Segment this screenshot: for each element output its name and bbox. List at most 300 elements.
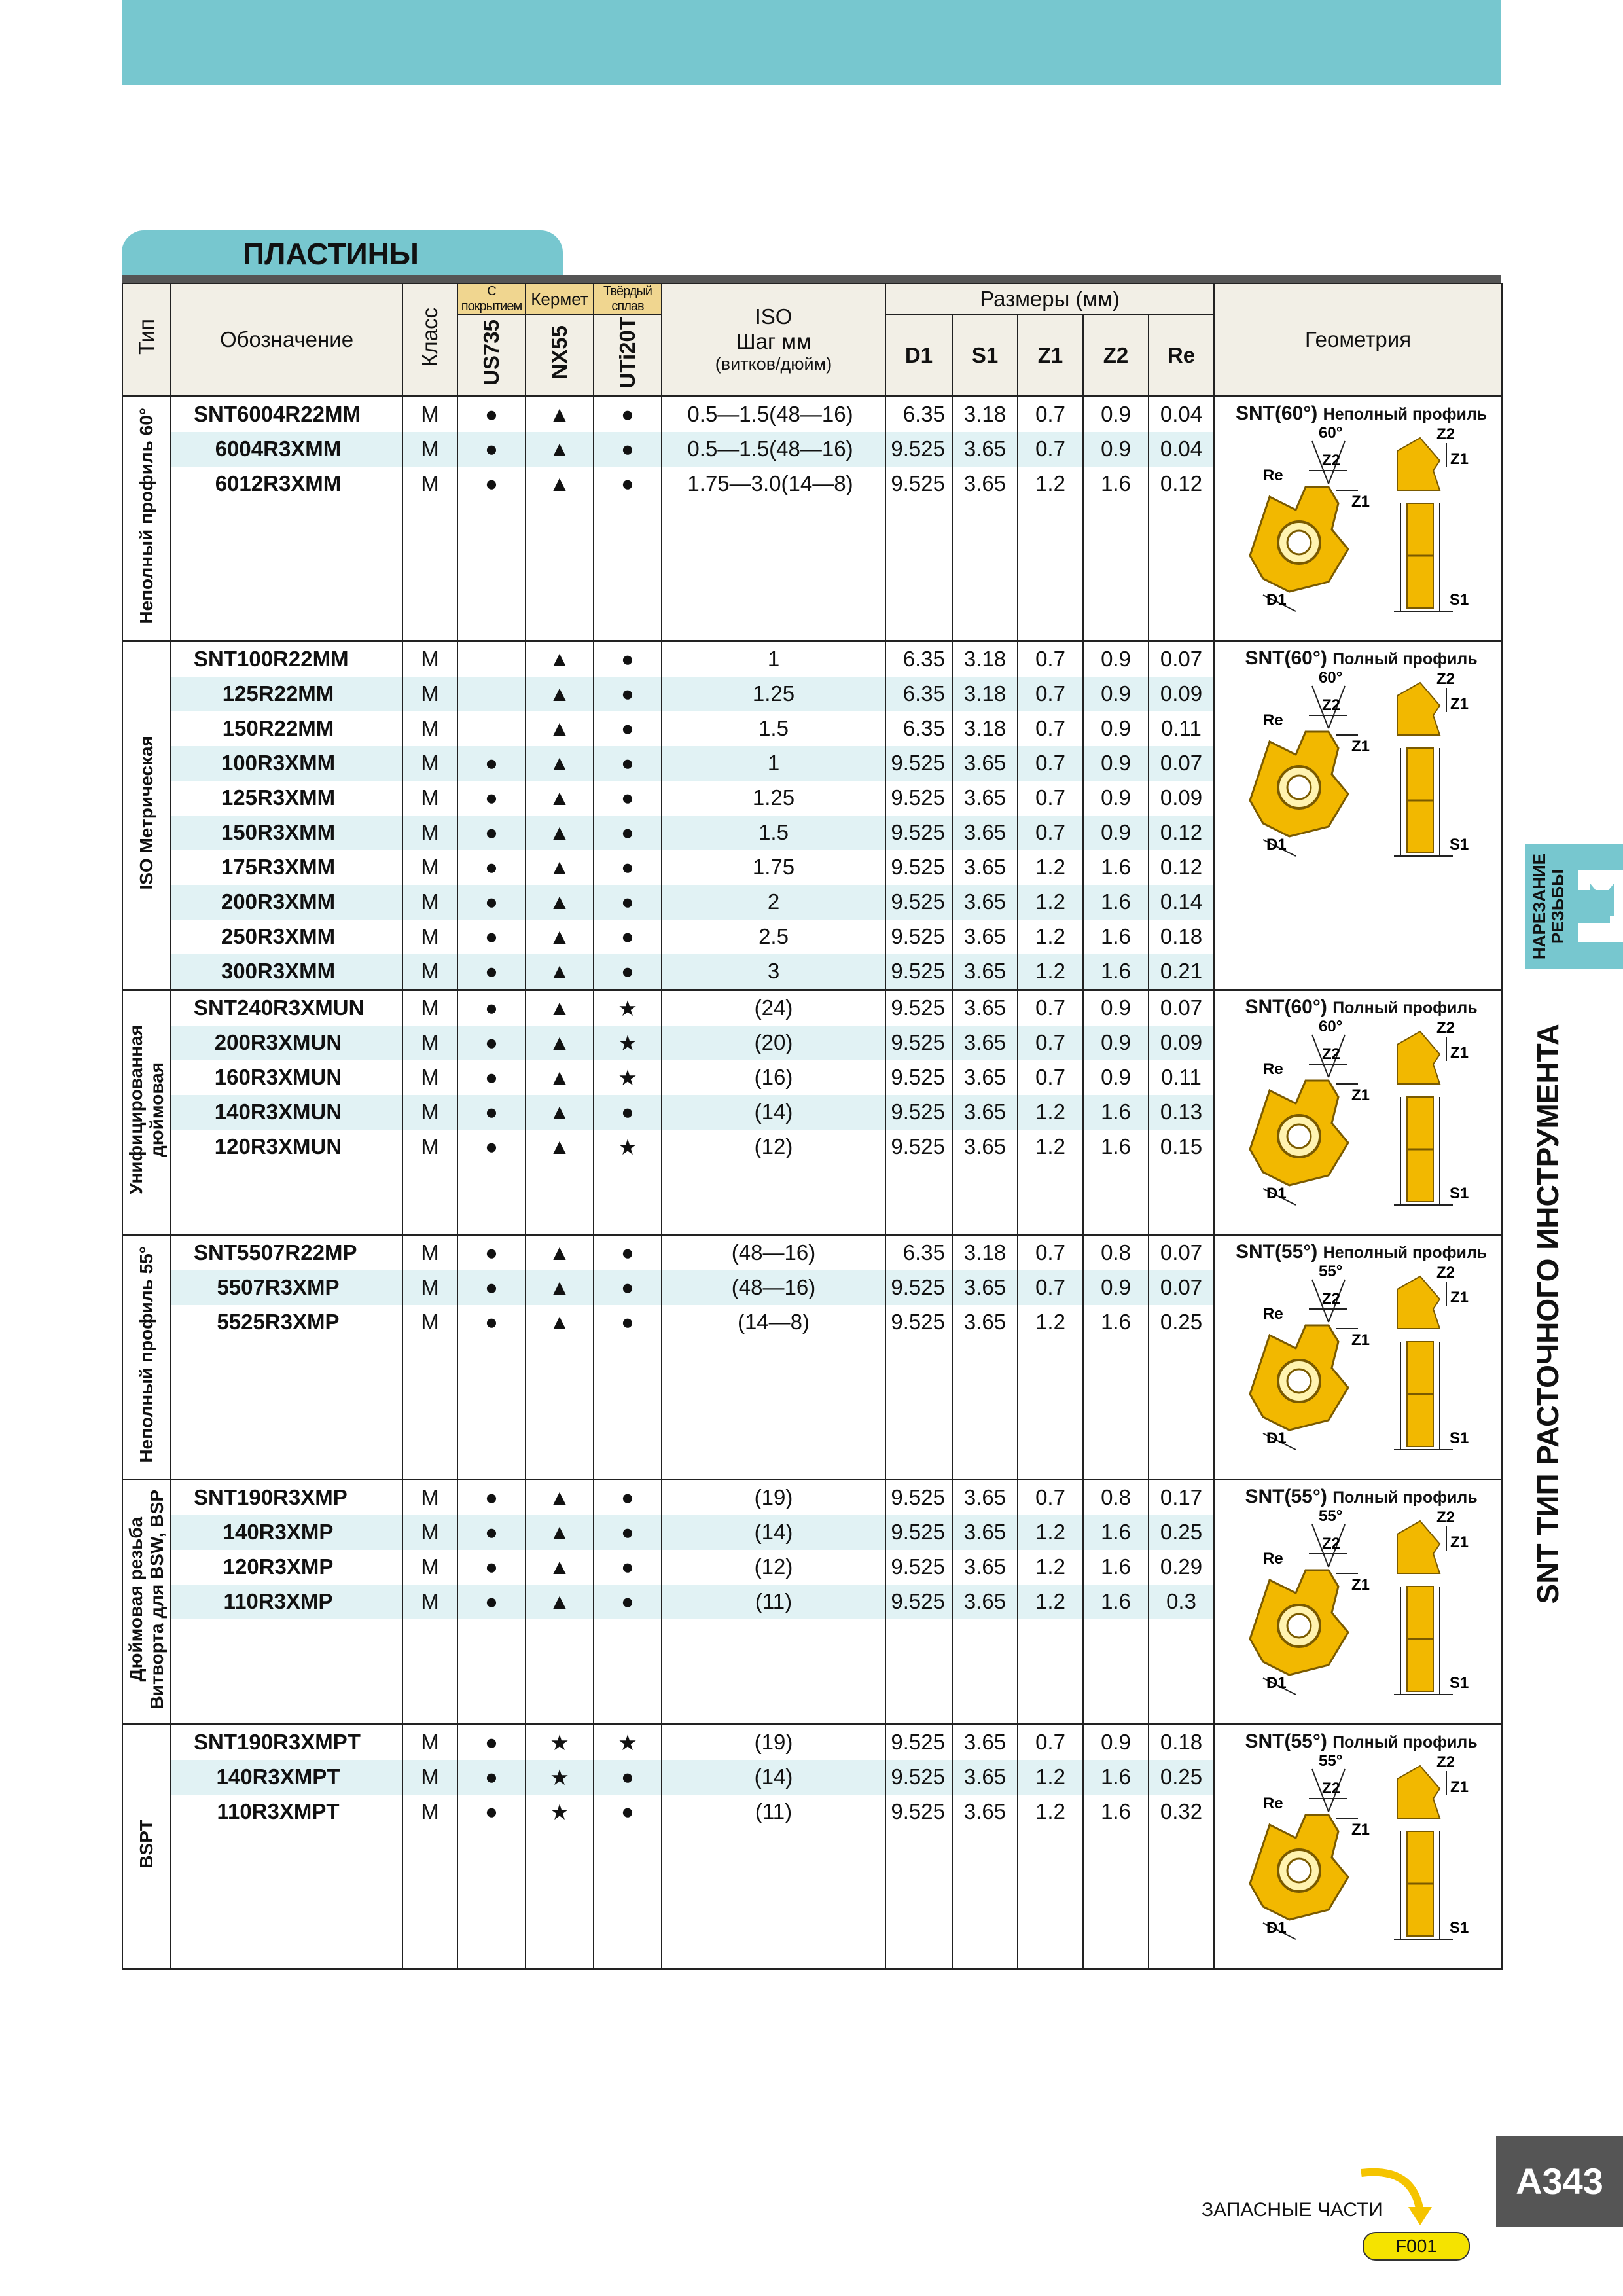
re-cell: 0.15 <box>1149 1130 1214 1164</box>
empty-cell <box>1083 1933 1149 1969</box>
svg-text:D1: D1 <box>1266 1429 1287 1447</box>
empty-cell <box>402 1654 457 1689</box>
grade-uti20t-cell: ● <box>594 1479 662 1515</box>
grade-uti20t-cell: ● <box>594 920 662 954</box>
iso-pitch-cell: 1.25 <box>662 677 885 711</box>
z2-cell: 0.9 <box>1083 1026 1149 1060</box>
grade-uti20t-cell: ● <box>594 396 662 432</box>
svg-text:Z1: Z1 <box>1450 1533 1469 1551</box>
z2-cell: 1.6 <box>1083 1760 1149 1795</box>
d1-cell: 9.525 <box>885 1795 952 1829</box>
empty-cell <box>457 501 526 536</box>
z1-cell: 0.7 <box>1018 746 1083 781</box>
grade-nx55-cell: ▲ <box>526 1515 594 1550</box>
empty-cell <box>594 1199 662 1235</box>
geometry-title: SNT(60°) Неполный профиль <box>1235 402 1488 424</box>
grade-uti20t-cell: ● <box>594 1585 662 1619</box>
empty-cell <box>402 1689 457 1725</box>
s1-cell: 3.65 <box>952 1550 1018 1585</box>
grade-nx55-cell: ▲ <box>526 1095 594 1130</box>
grade-nx55-cell: ▲ <box>526 990 594 1026</box>
re-cell: 0.17 <box>1149 1479 1214 1515</box>
empty-cell <box>952 1444 1018 1480</box>
s1-cell: 3.65 <box>952 1130 1018 1164</box>
empty-cell <box>1149 501 1214 536</box>
grade-uti20t-cell: ● <box>594 1550 662 1585</box>
z1-cell: 0.7 <box>1018 1026 1083 1060</box>
empty-cell <box>402 1409 457 1444</box>
z1-cell: 0.7 <box>1018 781 1083 816</box>
header-cermet: Кермет <box>526 283 594 315</box>
empty-cell <box>594 1829 662 1864</box>
empty-cell <box>1018 571 1083 605</box>
class-cell: M <box>402 1130 457 1164</box>
empty-cell <box>1149 1829 1214 1864</box>
empty-cell <box>1083 536 1149 571</box>
empty-cell <box>526 1654 594 1689</box>
empty-cell <box>457 1340 526 1374</box>
iso-pitch-cell: (16) <box>662 1060 885 1095</box>
empty-cell <box>1149 1689 1214 1725</box>
grade-uti20t-cell: ● <box>594 781 662 816</box>
empty-cell <box>1018 1864 1083 1899</box>
header-z2: Z2 <box>1083 315 1149 396</box>
svg-text:S1: S1 <box>1450 835 1469 853</box>
empty-cell <box>885 501 952 536</box>
empty-cell <box>526 605 594 641</box>
s1-cell: 3.18 <box>952 711 1018 746</box>
svg-text:Z2: Z2 <box>1322 1045 1341 1063</box>
s1-cell: 3.18 <box>952 641 1018 677</box>
insert-code: 6004R3XMM <box>171 432 402 467</box>
svg-text:Z1: Z1 <box>1450 450 1469 468</box>
grade-uti20t-cell: ● <box>594 954 662 990</box>
grade-nx55-cell: ★ <box>526 1760 594 1795</box>
empty-cell <box>662 1619 885 1654</box>
insert-code: 120R3XMP <box>171 1550 402 1585</box>
empty-cell <box>457 605 526 641</box>
svg-text:Z2: Z2 <box>1436 1018 1455 1037</box>
z2-cell: 0.9 <box>1083 816 1149 850</box>
grade-uti20t-cell: ★ <box>594 1724 662 1760</box>
iso-pitch-cell: 1.5 <box>662 711 885 746</box>
re-cell: 0.12 <box>1149 816 1214 850</box>
grade-nx55-cell: ▲ <box>526 781 594 816</box>
empty-cell <box>662 1829 885 1864</box>
empty-cell <box>171 501 402 536</box>
class-cell: M <box>402 954 457 990</box>
svg-text:Z2: Z2 <box>1436 670 1455 688</box>
d1-cell: 9.525 <box>885 1095 952 1130</box>
empty-cell <box>662 1199 885 1235</box>
empty-cell <box>1149 1933 1214 1969</box>
empty-cell <box>402 1829 457 1864</box>
empty-cell <box>1083 1654 1149 1689</box>
iso-pitch-cell: 1.25 <box>662 781 885 816</box>
insert-geometry-diagram <box>1224 1753 1499 1949</box>
empty-cell <box>952 1164 1018 1199</box>
empty-cell <box>526 1340 594 1374</box>
empty-cell <box>885 1340 952 1374</box>
svg-text:Z2: Z2 <box>1436 1753 1455 1771</box>
grade-uti20t-cell: ● <box>594 432 662 467</box>
svg-text:Z1: Z1 <box>1450 1778 1469 1796</box>
s1-cell: 3.65 <box>952 954 1018 990</box>
empty-cell <box>526 501 594 536</box>
class-cell: M <box>402 1724 457 1760</box>
empty-cell <box>526 1864 594 1899</box>
s1-cell: 3.65 <box>952 885 1018 920</box>
empty-cell <box>594 1374 662 1409</box>
z1-cell: 1.2 <box>1018 1550 1083 1585</box>
grade-us735-cell: ● <box>457 850 526 885</box>
svg-text:D1: D1 <box>1266 1674 1287 1692</box>
header-rule <box>122 275 1501 283</box>
footer-ref-link[interactable]: F001 <box>1363 2232 1470 2261</box>
empty-cell <box>594 1689 662 1725</box>
table-row <box>122 1479 1502 1515</box>
empty-cell <box>952 536 1018 571</box>
empty-cell <box>952 605 1018 641</box>
class-cell: M <box>402 641 457 677</box>
empty-cell <box>1018 1374 1083 1409</box>
empty-cell <box>885 1864 952 1899</box>
re-cell: 0.11 <box>1149 1060 1214 1095</box>
empty-cell <box>171 1654 402 1689</box>
grade-nx55-cell: ▲ <box>526 1550 594 1585</box>
insert-code: 6012R3XMM <box>171 467 402 501</box>
d1-cell: 6.35 <box>885 641 952 677</box>
grade-uti20t-cell: ● <box>594 711 662 746</box>
empty-cell <box>526 1444 594 1480</box>
geometry-cell <box>1214 1724 1502 1969</box>
empty-cell <box>457 1933 526 1969</box>
d1-cell: 9.525 <box>885 1724 952 1760</box>
class-cell: M <box>402 1479 457 1515</box>
empty-cell <box>885 536 952 571</box>
empty-cell <box>402 1340 457 1374</box>
geometry-cell <box>1214 990 1502 1234</box>
insert-code: 125R22MM <box>171 677 402 711</box>
svg-text:Z1: Z1 <box>1351 737 1370 755</box>
empty-cell <box>952 1374 1018 1409</box>
z1-cell: 1.2 <box>1018 885 1083 920</box>
geometry-title: SNT(55°) Неполный профиль <box>1235 1240 1488 1263</box>
svg-text:Z1: Z1 <box>1450 1043 1469 1062</box>
header-coated: С покрытием <box>457 283 526 315</box>
grade-us735-cell <box>457 677 526 711</box>
table-row <box>122 396 1502 432</box>
insert-code: SNT240R3XMUN <box>171 990 402 1026</box>
empty-cell <box>1083 1374 1149 1409</box>
empty-cell <box>171 1164 402 1199</box>
empty-cell <box>402 501 457 536</box>
s1-cell: 3.65 <box>952 920 1018 954</box>
empty-cell <box>457 1619 526 1654</box>
z1-cell: 0.7 <box>1018 1270 1083 1305</box>
type-cell: Неполный профиль 60° <box>122 396 171 641</box>
svg-text:S1: S1 <box>1450 1918 1469 1937</box>
empty-cell <box>1083 1899 1149 1933</box>
d1-cell: 9.525 <box>885 467 952 501</box>
d1-cell: 9.525 <box>885 954 952 990</box>
grade-nx55-cell: ▲ <box>526 954 594 990</box>
empty-cell <box>1149 1164 1214 1199</box>
z1-cell: 0.7 <box>1018 1724 1083 1760</box>
z1-cell: 0.7 <box>1018 396 1083 432</box>
s1-cell: 3.18 <box>952 677 1018 711</box>
d1-cell: 9.525 <box>885 746 952 781</box>
d1-cell: 9.525 <box>885 885 952 920</box>
empty-cell <box>1018 1654 1083 1689</box>
empty-cell <box>526 1933 594 1969</box>
empty-cell <box>457 1689 526 1725</box>
iso-pitch-cell: (19) <box>662 1724 885 1760</box>
empty-cell <box>1083 1199 1149 1235</box>
d1-cell: 9.525 <box>885 1270 952 1305</box>
empty-cell <box>594 1654 662 1689</box>
insert-geometry-diagram <box>1224 670 1499 866</box>
grade-uti20t-cell: ● <box>594 885 662 920</box>
empty-cell <box>457 1864 526 1899</box>
z2-cell: 0.9 <box>1083 677 1149 711</box>
empty-cell <box>662 1340 885 1374</box>
svg-text:Z2: Z2 <box>1436 1508 1455 1526</box>
grade-us735-cell: ● <box>457 1585 526 1619</box>
z1-cell: 1.2 <box>1018 920 1083 954</box>
z1-cell: 0.7 <box>1018 1479 1083 1515</box>
s1-cell: 3.65 <box>952 1760 1018 1795</box>
s1-cell: 3.65 <box>952 467 1018 501</box>
d1-cell: 9.525 <box>885 1550 952 1585</box>
re-cell: 0.3 <box>1149 1585 1214 1619</box>
header-d1: D1 <box>885 315 952 396</box>
empty-cell <box>402 1619 457 1654</box>
re-cell: 0.07 <box>1149 641 1214 677</box>
grade-us735-cell: ● <box>457 1305 526 1340</box>
empty-cell <box>952 1199 1018 1235</box>
empty-cell <box>885 1409 952 1444</box>
z2-cell: 1.6 <box>1083 1795 1149 1829</box>
s1-cell: 3.65 <box>952 816 1018 850</box>
grade-uti20t-cell: ● <box>594 641 662 677</box>
empty-cell <box>952 1933 1018 1969</box>
z2-cell: 0.9 <box>1083 432 1149 467</box>
iso-pitch-cell: 0.5—1.5(48—16) <box>662 396 885 432</box>
svg-text:S1: S1 <box>1450 1429 1469 1447</box>
class-cell: M <box>402 885 457 920</box>
iso-pitch-cell: 1 <box>662 641 885 677</box>
z2-cell: 1.6 <box>1083 467 1149 501</box>
grade-nx55-cell: ▲ <box>526 1234 594 1270</box>
empty-cell <box>1083 571 1149 605</box>
empty-cell <box>526 536 594 571</box>
svg-text:S1: S1 <box>1450 1184 1469 1202</box>
empty-cell <box>594 1164 662 1199</box>
class-cell: M <box>402 1550 457 1585</box>
empty-cell <box>952 1689 1018 1725</box>
empty-cell <box>171 1374 402 1409</box>
grade-us735-cell: ● <box>457 954 526 990</box>
insert-geometry-diagram <box>1224 425 1499 621</box>
grade-us735-cell: ● <box>457 1724 526 1760</box>
class-cell: M <box>402 1270 457 1305</box>
empty-cell <box>457 1164 526 1199</box>
grade-uti20t-cell: ● <box>594 1234 662 1270</box>
side-title: SNT ТИП РАСТОЧНОГО ИНСТРУМЕНТА <box>1531 1023 1565 1604</box>
empty-cell <box>457 1199 526 1235</box>
empty-cell <box>402 536 457 571</box>
svg-text:Z1: Z1 <box>1351 1086 1370 1104</box>
z2-cell: 1.6 <box>1083 1095 1149 1130</box>
empty-cell <box>526 1199 594 1235</box>
empty-cell <box>885 1689 952 1725</box>
svg-text:S1: S1 <box>1450 590 1469 609</box>
svg-text:55°: 55° <box>1319 1752 1343 1770</box>
empty-cell <box>662 1374 885 1409</box>
d1-cell: 9.525 <box>885 1585 952 1619</box>
geometry-title: SNT(55°) Полный профиль <box>1245 1730 1478 1752</box>
d1-cell: 9.525 <box>885 1760 952 1795</box>
empty-cell <box>526 1374 594 1409</box>
header-iso: ISO Шаг мм (витков/дюйм) <box>662 283 885 396</box>
header-geometry: Геометрия <box>1214 283 1502 396</box>
grade-uti20t-cell: ● <box>594 1760 662 1795</box>
class-cell: M <box>402 432 457 467</box>
d1-cell: 6.35 <box>885 1234 952 1270</box>
d1-cell: 9.525 <box>885 850 952 885</box>
empty-cell <box>1149 1899 1214 1933</box>
insert-code: 100R3XMM <box>171 746 402 781</box>
re-cell: 0.12 <box>1149 850 1214 885</box>
empty-cell <box>1149 1409 1214 1444</box>
grade-us735-cell: ● <box>457 1550 526 1585</box>
empty-cell <box>594 1933 662 1969</box>
grade-uti20t-cell: ● <box>594 1795 662 1829</box>
grade-nx55-cell: ▲ <box>526 850 594 885</box>
insert-code: SNT6004R22MM <box>171 396 402 432</box>
empty-cell <box>594 605 662 641</box>
empty-cell <box>457 1829 526 1864</box>
insert-code: 200R3XMUN <box>171 1026 402 1060</box>
insert-code: 160R3XMUN <box>171 1060 402 1095</box>
empty-cell <box>402 571 457 605</box>
svg-text:Re: Re <box>1263 1060 1283 1078</box>
empty-cell <box>526 571 594 605</box>
empty-cell <box>1149 1864 1214 1899</box>
grade-us735-cell: ● <box>457 781 526 816</box>
svg-text:60°: 60° <box>1319 669 1343 687</box>
z2-cell: 0.9 <box>1083 1270 1149 1305</box>
insert-code: 140R3XMPT <box>171 1760 402 1795</box>
empty-cell <box>885 1829 952 1864</box>
insert-code: 140R3XMP <box>171 1515 402 1550</box>
header-s1: S1 <box>952 315 1018 396</box>
z1-cell: 1.2 <box>1018 850 1083 885</box>
empty-cell <box>885 1374 952 1409</box>
s1-cell: 3.65 <box>952 746 1018 781</box>
iso-pitch-cell: (24) <box>662 990 885 1026</box>
empty-cell <box>952 1619 1018 1654</box>
empty-cell <box>1018 501 1083 536</box>
d1-cell: 9.525 <box>885 816 952 850</box>
grade-nx55-cell: ▲ <box>526 746 594 781</box>
grade-nx55-cell: ★ <box>526 1795 594 1829</box>
svg-text:Z1: Z1 <box>1351 492 1370 511</box>
empty-cell <box>1018 1409 1083 1444</box>
empty-cell <box>457 1409 526 1444</box>
header-grade-nx55: NX55 <box>526 315 594 396</box>
insert-code: 175R3XMM <box>171 850 402 885</box>
grade-nx55-cell: ▲ <box>526 396 594 432</box>
class-cell: M <box>402 990 457 1026</box>
geometry-cell <box>1214 1234 1502 1479</box>
z1-cell: 0.7 <box>1018 711 1083 746</box>
svg-text:55°: 55° <box>1319 1507 1343 1525</box>
empty-cell <box>952 1829 1018 1864</box>
empty-cell <box>402 1899 457 1933</box>
empty-cell <box>526 1164 594 1199</box>
z1-cell: 0.7 <box>1018 1234 1083 1270</box>
geometry-title: SNT(60°) Полный профиль <box>1245 647 1478 669</box>
empty-cell <box>662 605 885 641</box>
empty-cell <box>1149 1199 1214 1235</box>
empty-cell <box>594 1619 662 1654</box>
grade-nx55-cell: ▲ <box>526 641 594 677</box>
empty-cell <box>594 571 662 605</box>
empty-cell <box>594 1409 662 1444</box>
empty-cell <box>662 1689 885 1725</box>
empty-cell <box>1149 1654 1214 1689</box>
grade-us735-cell: ● <box>457 920 526 954</box>
insert-geometry-diagram <box>1224 1508 1499 1704</box>
empty-cell <box>952 1654 1018 1689</box>
z2-cell: 1.6 <box>1083 1585 1149 1619</box>
grade-uti20t-cell: ● <box>594 1095 662 1130</box>
empty-cell <box>952 1409 1018 1444</box>
insert-geometry-diagram <box>1224 1018 1499 1215</box>
svg-text:Z2: Z2 <box>1322 696 1341 714</box>
grade-uti20t-cell: ● <box>594 1305 662 1340</box>
header-designation: Обозначение <box>171 283 402 396</box>
page-number: A343 <box>1496 2136 1623 2227</box>
grade-us735-cell: ● <box>457 1234 526 1270</box>
header-z1: Z1 <box>1018 315 1083 396</box>
empty-cell <box>526 1689 594 1725</box>
grade-us735-cell: ● <box>457 1795 526 1829</box>
class-cell: M <box>402 677 457 711</box>
empty-cell <box>1018 1933 1083 1969</box>
d1-cell: 9.525 <box>885 1026 952 1060</box>
grade-us735-cell: ● <box>457 1095 526 1130</box>
grade-uti20t-cell: ● <box>594 1270 662 1305</box>
svg-text:Z2: Z2 <box>1322 1779 1341 1797</box>
d1-cell: 9.525 <box>885 1305 952 1340</box>
grade-us735-cell: ● <box>457 1130 526 1164</box>
geometry-cell <box>1214 396 1502 641</box>
empty-cell <box>402 605 457 641</box>
re-cell: 0.18 <box>1149 920 1214 954</box>
class-cell: M <box>402 711 457 746</box>
empty-cell <box>662 501 885 536</box>
grade-uti20t-cell: ● <box>594 746 662 781</box>
grade-uti20t-cell: ● <box>594 677 662 711</box>
iso-pitch-cell: (14) <box>662 1095 885 1130</box>
class-cell: M <box>402 850 457 885</box>
empty-cell <box>526 1899 594 1933</box>
z2-cell: 1.6 <box>1083 1305 1149 1340</box>
svg-text:Z2: Z2 <box>1322 451 1341 469</box>
